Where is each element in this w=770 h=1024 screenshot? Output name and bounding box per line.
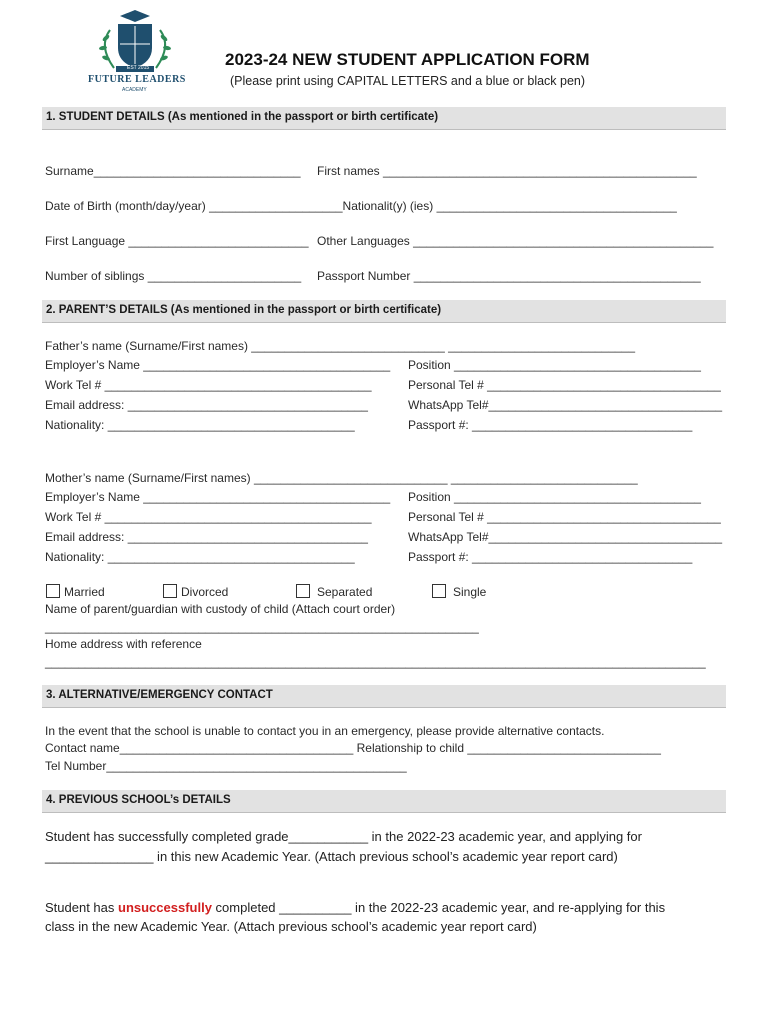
mother-passport-field[interactable]: Passport #: _________________________________ [408,550,693,564]
unsuccessful-grade-field[interactable] [45,900,665,915]
single-label: Single [453,585,487,599]
home-address-field[interactable]: ___________________________________________________________________________________________________ [45,655,706,669]
home-address-label: Home address with reference [45,637,202,651]
father-nationality-field[interactable]: Nationality: _____________________________________ [45,418,355,432]
first-language-field[interactable]: First Language ___________________________ [45,234,309,248]
custody-label: Name of parent/guardian with custody of child (Attach court order) [45,602,396,616]
father-employer-field[interactable]: Employer’s Name _____________________________________ [45,358,391,372]
divorced-label: Divorced [181,585,229,599]
married-checkbox[interactable] [46,584,60,598]
section-title: 1. STUDENT DETAILS (As mentioned in the passport or birth certificate) [46,111,439,123]
successful-grade-field[interactable]: Student has successfully completed grade___________ in the 2022-23 academic year, and applying for [45,829,642,844]
emergency-contact-field[interactable]: Contact name___________________________________ Relationship to child _____________________________ [45,741,661,755]
separated-checkbox[interactable] [296,584,310,598]
section-title: 2. PARENT’S DETAILS (As mentioned in the passport or birth certificate) [46,304,442,316]
applying-grade-field[interactable]: _______________ in this new Academic Year. (Attach previous school’s academic year report card) [45,849,618,864]
siblings-field[interactable]: Number of siblings _______________________ [45,269,302,283]
mother-position-field[interactable]: Position _____________________________________ [408,490,701,504]
section-previous-school [42,790,726,813]
unsuccessful-suffix: completed __________ in the 2022-23 academic year, and re-applying for this [211,900,666,915]
surname-field[interactable]: Surname_______________________________ [45,164,301,178]
section-student-details [42,107,726,130]
emergency-intro: In the event that the school is unable to contact you in an emergency, please provide alternative contacts. [45,724,605,738]
logo-subtext: ACADEMY [122,87,147,93]
married-label: Married [64,585,105,599]
school-logo [80,8,190,94]
other-languages-field[interactable]: Other Languages _____________________________________________ [317,234,714,248]
father-name-field[interactable]: Father’s name (Surname/First names) _____________________________ ____________________________ [45,339,636,353]
father-work-tel-field[interactable]: Work Tel # ________________________________________ [45,378,372,392]
logo-year: EST 2015 [127,65,150,71]
mother-whatsapp-field[interactable]: WhatsApp Tel#___________________________________ [408,530,723,544]
separated-label: Separated [317,585,373,599]
emergency-tel-field[interactable]: Tel Number_____________________________________________ [45,759,407,773]
mother-nationality-field[interactable]: Nationality: _____________________________________ [45,550,355,564]
father-passport-field[interactable]: Passport #: _________________________________ [408,418,693,432]
mother-work-tel-field[interactable]: Work Tel # ________________________________________ [45,510,372,524]
unsuccessful-emphasis: unsuccessfully [118,900,212,915]
reapply-note: class in the new Academic Year. (Attach previous school’s academic year report card) [45,919,537,934]
section-title: 4. PREVIOUS SCHOOL’s DETAILS [46,794,231,806]
logo-text: FUTURE LEADERS [88,74,186,85]
passport-number-field[interactable]: Passport Number ___________________________________________ [317,269,701,283]
first-names-field[interactable]: First names _______________________________________________ [317,164,697,178]
form-title: 2023-24 NEW STUDENT APPLICATION FORM [225,50,590,69]
single-checkbox[interactable] [432,584,446,598]
section-emergency-contact [42,685,726,708]
section-parent-details [42,300,726,323]
mother-email-field[interactable]: Email address: ____________________________________ [45,530,368,544]
section-title: 3. ALTERNATIVE/EMERGENCY CONTACT [46,689,273,701]
father-email-field[interactable]: Email address: ____________________________________ [45,398,368,412]
dob-nationality-field[interactable]: Date of Birth (month/day/year) ____________________Nationalit(y) (ies) ____________________________________ [45,199,677,213]
father-whatsapp-field[interactable]: WhatsApp Tel#___________________________________ [408,398,723,412]
mother-name-field[interactable]: Mother’s name (Surname/First names) _____________________________ ____________________________ [45,471,638,485]
father-personal-tel-field[interactable]: Personal Tel # ___________________________________ [408,378,721,392]
divorced-checkbox[interactable] [163,584,177,598]
unsuccessful-prefix: Student has [45,900,118,915]
mother-personal-tel-field[interactable]: Personal Tel # ___________________________________ [408,510,721,524]
mother-employer-field[interactable]: Employer’s Name _____________________________________ [45,490,391,504]
father-position-field[interactable]: Position _____________________________________ [408,358,701,372]
form-subtitle: (Please print using CAPITAL LETTERS and a blue or black pen) [230,74,586,88]
custody-field[interactable]: _________________________________________________________________ [45,620,479,634]
